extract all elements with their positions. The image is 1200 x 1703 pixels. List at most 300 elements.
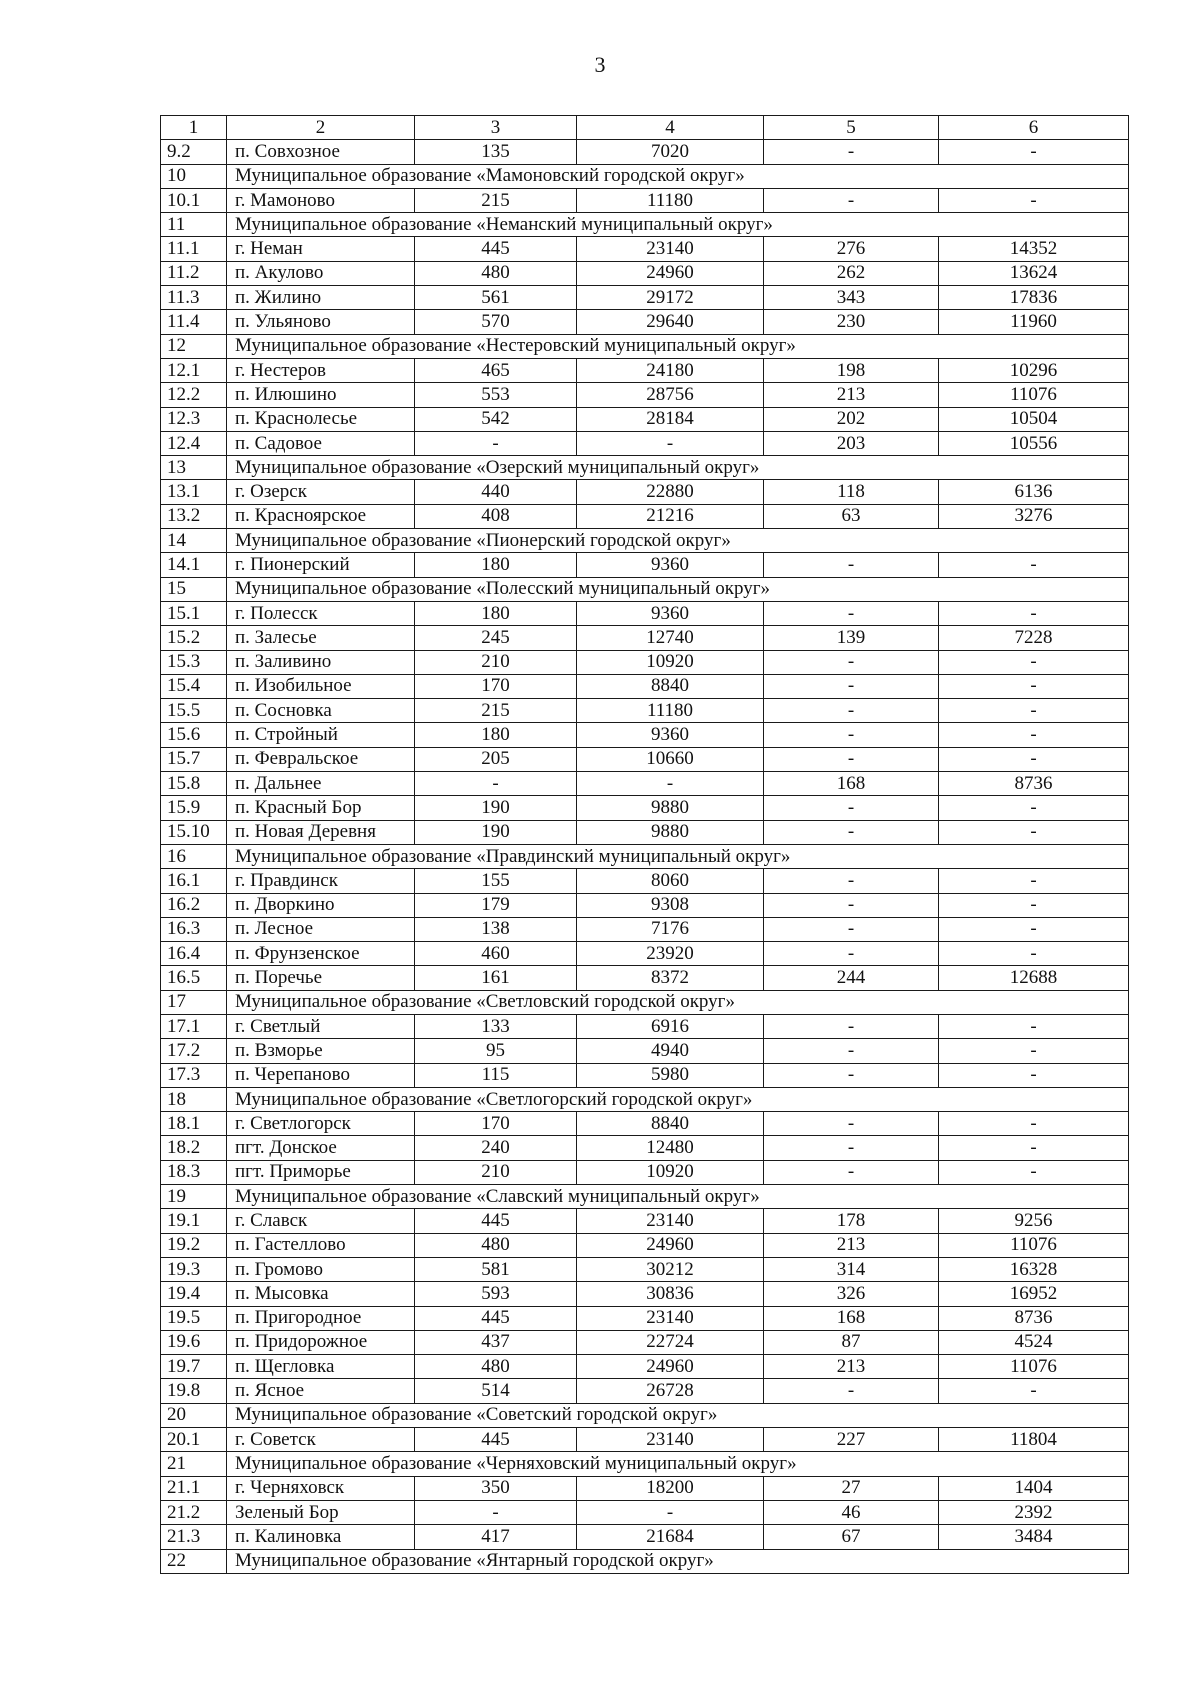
settlement-name: п. Сосновка [227, 699, 415, 723]
row-number: 15.2 [161, 626, 227, 650]
column-6-value: 16328 [939, 1257, 1129, 1281]
column-4-value: 23140 [577, 1209, 764, 1233]
column-5-value: 63 [764, 504, 939, 528]
row-number: 17.3 [161, 1063, 227, 1087]
settlement-name: п. Дальнее [227, 772, 415, 796]
row-number: 21 [161, 1452, 227, 1476]
table-row [161, 310, 1129, 334]
row-number: 15.3 [161, 650, 227, 674]
row-number: 17.2 [161, 1039, 227, 1063]
column-4-value: 9360 [577, 723, 764, 747]
column-3-value: 115 [415, 1063, 577, 1087]
column-5-value: 46 [764, 1500, 939, 1524]
column-6-value: - [939, 1136, 1129, 1160]
column-3-value: 437 [415, 1330, 577, 1354]
settlement-name: п. Февральское [227, 747, 415, 771]
row-number: 15 [161, 577, 227, 601]
column-6-value: - [939, 796, 1129, 820]
column-6-value: - [939, 1112, 1129, 1136]
row-number: 15.8 [161, 772, 227, 796]
column-header: 4 [577, 116, 764, 140]
table-row [161, 1209, 1129, 1233]
settlement-name: п. Красноярское [227, 504, 415, 528]
table-row [161, 723, 1129, 747]
settlement-name: Зеленый Бор [227, 1500, 415, 1524]
table-row [161, 1525, 1129, 1549]
row-number: 21.2 [161, 1500, 227, 1524]
column-5-value: 326 [764, 1282, 939, 1306]
column-6-value: - [939, 723, 1129, 747]
table-row [161, 674, 1129, 698]
column-6-value: - [939, 1160, 1129, 1184]
column-5-value: 262 [764, 261, 939, 285]
column-5-value: 213 [764, 383, 939, 407]
table-row [161, 1428, 1129, 1452]
column-4-value: 8060 [577, 869, 764, 893]
column-5-value: - [764, 893, 939, 917]
settlement-name: п. Садовое [227, 431, 415, 455]
settlement-name: п. Фрунзенское [227, 942, 415, 966]
column-4-value: 9360 [577, 601, 764, 625]
column-4-value: - [577, 1500, 764, 1524]
table-row [161, 869, 1129, 893]
column-3-value: 205 [415, 747, 577, 771]
table-row [161, 407, 1129, 431]
column-6-value: - [939, 1014, 1129, 1038]
column-4-value: 12740 [577, 626, 764, 650]
column-3-value: 553 [415, 383, 577, 407]
row-number: 10 [161, 164, 227, 188]
row-number: 9.2 [161, 140, 227, 164]
settlement-name: п. Краснолесье [227, 407, 415, 431]
column-5-value: - [764, 674, 939, 698]
settlement-name: п. Дворкино [227, 893, 415, 917]
table-row [161, 1306, 1129, 1330]
column-4-value: 12480 [577, 1136, 764, 1160]
column-4-value: 11180 [577, 188, 764, 212]
column-6-value: 1404 [939, 1476, 1129, 1500]
column-6-value: - [939, 674, 1129, 698]
column-4-value: 10920 [577, 650, 764, 674]
column-5-value: - [764, 1014, 939, 1038]
table-body [161, 116, 1129, 1574]
row-number: 19.7 [161, 1355, 227, 1379]
row-number: 12.3 [161, 407, 227, 431]
column-3-value: 514 [415, 1379, 577, 1403]
column-3-value: 445 [415, 237, 577, 261]
settlement-name: п. Изобильное [227, 674, 415, 698]
table-row [161, 966, 1129, 990]
table-row [161, 601, 1129, 625]
header-row [161, 116, 1129, 140]
section-title: Муниципальное образование «Правдинский муниципальный округ» [227, 844, 1129, 868]
section-row [161, 1452, 1129, 1476]
settlement-name: п. Лесное [227, 917, 415, 941]
column-5-value: - [764, 1039, 939, 1063]
settlement-name: г. Славск [227, 1209, 415, 1233]
column-4-value: 24960 [577, 1355, 764, 1379]
column-3-value: 190 [415, 796, 577, 820]
column-6-value: 10556 [939, 431, 1129, 455]
column-4-value: 28756 [577, 383, 764, 407]
column-6-value: - [939, 1063, 1129, 1087]
column-5-value: 118 [764, 480, 939, 504]
settlement-name: п. Гастеллово [227, 1233, 415, 1257]
column-6-value: 11076 [939, 1233, 1129, 1257]
column-3-value: 138 [415, 917, 577, 941]
table-row [161, 699, 1129, 723]
table-row [161, 917, 1129, 941]
column-4-value: 7176 [577, 917, 764, 941]
settlement-name: п. Ульяново [227, 310, 415, 334]
settlement-name: г. Полесск [227, 601, 415, 625]
column-5-value: - [764, 699, 939, 723]
row-number: 12.4 [161, 431, 227, 455]
column-6-value: 14352 [939, 237, 1129, 261]
table-row [161, 747, 1129, 771]
column-3-value: 542 [415, 407, 577, 431]
column-5-value: - [764, 1112, 939, 1136]
column-6-value: 13624 [939, 261, 1129, 285]
table-row [161, 237, 1129, 261]
column-6-value: - [939, 188, 1129, 212]
column-3-value: 215 [415, 699, 577, 723]
settlement-name: п. Ясное [227, 1379, 415, 1403]
column-3-value: 350 [415, 1476, 577, 1500]
column-6-value: - [939, 942, 1129, 966]
row-number: 19.2 [161, 1233, 227, 1257]
column-5-value: - [764, 1160, 939, 1184]
section-row [161, 577, 1129, 601]
column-5-value: 244 [764, 966, 939, 990]
settlement-name: г. Черняховск [227, 1476, 415, 1500]
column-4-value: 30836 [577, 1282, 764, 1306]
section-title: Муниципальное образование «Светлогорский городской округ» [227, 1087, 1129, 1111]
section-row [161, 1185, 1129, 1209]
table-row [161, 383, 1129, 407]
column-5-value: 213 [764, 1355, 939, 1379]
table-row [161, 188, 1129, 212]
table-row [161, 1330, 1129, 1354]
row-number: 18 [161, 1087, 227, 1111]
table-row [161, 1160, 1129, 1184]
table-row [161, 1063, 1129, 1087]
column-3-value: 408 [415, 504, 577, 528]
column-3-value: 161 [415, 966, 577, 990]
settlement-name: г. Правдинск [227, 869, 415, 893]
column-5-value: - [764, 140, 939, 164]
column-3-value: - [415, 1500, 577, 1524]
table-row [161, 1500, 1129, 1524]
column-3-value: 445 [415, 1428, 577, 1452]
section-row [161, 844, 1129, 868]
table-row [161, 1282, 1129, 1306]
table-row [161, 553, 1129, 577]
column-6-value: 3484 [939, 1525, 1129, 1549]
row-number: 19.8 [161, 1379, 227, 1403]
section-row [161, 456, 1129, 480]
column-6-value: 17836 [939, 286, 1129, 310]
table-row [161, 820, 1129, 844]
row-number: 12 [161, 334, 227, 358]
settlement-name: п. Красный Бор [227, 796, 415, 820]
column-4-value: 21216 [577, 504, 764, 528]
page-number: 3 [594, 52, 606, 77]
section-title: Муниципальное образование «Полесский муниципальный округ» [227, 577, 1129, 601]
column-4-value: 6916 [577, 1014, 764, 1038]
table-row [161, 431, 1129, 455]
column-4-value: 9360 [577, 553, 764, 577]
section-title: Муниципальное образование «Светловский городской округ» [227, 990, 1129, 1014]
settlement-name: п. Мысовка [227, 1282, 415, 1306]
section-row [161, 334, 1129, 358]
column-3-value: 215 [415, 188, 577, 212]
column-3-value: 180 [415, 723, 577, 747]
section-title: Муниципальное образование «Черняховский муниципальный округ» [227, 1452, 1129, 1476]
column-6-value: 3276 [939, 504, 1129, 528]
column-4-value: 24960 [577, 1233, 764, 1257]
column-4-value: 24180 [577, 358, 764, 382]
column-3-value: 210 [415, 1160, 577, 1184]
column-6-value: - [939, 699, 1129, 723]
section-row [161, 1087, 1129, 1111]
column-6-value: 11076 [939, 1355, 1129, 1379]
column-4-value: 21684 [577, 1525, 764, 1549]
row-number: 11.3 [161, 286, 227, 310]
settlement-name: п. Черепаново [227, 1063, 415, 1087]
row-number: 14.1 [161, 553, 227, 577]
section-title: Муниципальное образование «Советский городской округ» [227, 1403, 1129, 1427]
row-number: 12.2 [161, 383, 227, 407]
column-6-value: 2392 [939, 1500, 1129, 1524]
section-title: Муниципальное образование «Мамоновский городской округ» [227, 164, 1129, 188]
column-6-value: - [939, 140, 1129, 164]
column-5-value: - [764, 917, 939, 941]
row-number: 16.5 [161, 966, 227, 990]
column-3-value: 95 [415, 1039, 577, 1063]
settlement-name: п. Поречье [227, 966, 415, 990]
table-row [161, 504, 1129, 528]
column-5-value: - [764, 723, 939, 747]
column-4-value: 5980 [577, 1063, 764, 1087]
column-3-value: 445 [415, 1306, 577, 1330]
column-4-value: 9880 [577, 796, 764, 820]
row-number: 15.7 [161, 747, 227, 771]
row-number: 19.1 [161, 1209, 227, 1233]
column-3-value: 570 [415, 310, 577, 334]
column-5-value: 178 [764, 1209, 939, 1233]
table-row [161, 1233, 1129, 1257]
settlement-name: п. Придорожное [227, 1330, 415, 1354]
row-number: 13.2 [161, 504, 227, 528]
column-6-value: 11076 [939, 383, 1129, 407]
column-3-value: 180 [415, 601, 577, 625]
row-number: 15.6 [161, 723, 227, 747]
row-number: 11 [161, 213, 227, 237]
tariff-table [160, 115, 1129, 1574]
column-4-value: 10920 [577, 1160, 764, 1184]
settlement-name: г. Нестеров [227, 358, 415, 382]
settlement-name: г. Светлогорск [227, 1112, 415, 1136]
column-4-value: - [577, 772, 764, 796]
column-4-value: - [577, 431, 764, 455]
settlement-name: г. Озерск [227, 480, 415, 504]
column-5-value: 227 [764, 1428, 939, 1452]
settlement-name: г. Советск [227, 1428, 415, 1452]
table-row [161, 261, 1129, 285]
column-5-value: 343 [764, 286, 939, 310]
column-6-value: - [939, 1039, 1129, 1063]
table-row [161, 772, 1129, 796]
column-3-value: 170 [415, 674, 577, 698]
row-number: 11.4 [161, 310, 227, 334]
column-4-value: 8840 [577, 674, 764, 698]
row-number: 16 [161, 844, 227, 868]
row-number: 17.1 [161, 1014, 227, 1038]
column-4-value: 23140 [577, 1428, 764, 1452]
column-6-value: 11960 [939, 310, 1129, 334]
column-5-value: - [764, 942, 939, 966]
table-row [161, 626, 1129, 650]
column-6-value: 16952 [939, 1282, 1129, 1306]
column-3-value: 155 [415, 869, 577, 893]
column-header: 5 [764, 116, 939, 140]
section-title: Муниципальное образование «Пионерский городской округ» [227, 529, 1129, 553]
column-3-value: 210 [415, 650, 577, 674]
column-4-value: 22724 [577, 1330, 764, 1354]
column-4-value: 4940 [577, 1039, 764, 1063]
settlement-name: п. Акулово [227, 261, 415, 285]
column-3-value: 240 [415, 1136, 577, 1160]
row-number: 11.2 [161, 261, 227, 285]
column-3-value: 133 [415, 1014, 577, 1038]
column-3-value: 465 [415, 358, 577, 382]
settlement-name: п. Новая Деревня [227, 820, 415, 844]
column-3-value: 417 [415, 1525, 577, 1549]
row-number: 21.1 [161, 1476, 227, 1500]
section-title: Муниципальное образование «Славский муниципальный округ» [227, 1185, 1129, 1209]
section-row [161, 990, 1129, 1014]
column-4-value: 9880 [577, 820, 764, 844]
row-number: 16.3 [161, 917, 227, 941]
column-6-value: - [939, 553, 1129, 577]
column-6-value: 12688 [939, 966, 1129, 990]
row-number: 15.9 [161, 796, 227, 820]
row-number: 14 [161, 529, 227, 553]
table-row [161, 480, 1129, 504]
settlement-name: п. Щегловка [227, 1355, 415, 1379]
row-number: 22 [161, 1549, 227, 1573]
column-3-value: 180 [415, 553, 577, 577]
column-4-value: 22880 [577, 480, 764, 504]
settlement-name: пгт. Приморье [227, 1160, 415, 1184]
section-title: Муниципальное образование «Янтарный городской округ» [227, 1549, 1129, 1573]
column-6-value: - [939, 893, 1129, 917]
settlement-name: п. Заливино [227, 650, 415, 674]
column-6-value: - [939, 1379, 1129, 1403]
row-number: 18.3 [161, 1160, 227, 1184]
section-row [161, 529, 1129, 553]
column-5-value: 168 [764, 772, 939, 796]
row-number: 16.4 [161, 942, 227, 966]
table-row [161, 1014, 1129, 1038]
table-row [161, 942, 1129, 966]
column-5-value: 87 [764, 1330, 939, 1354]
table-row [161, 140, 1129, 164]
row-number: 12.1 [161, 358, 227, 382]
column-3-value: 440 [415, 480, 577, 504]
settlement-name: п. Илюшино [227, 383, 415, 407]
settlement-name: г. Неман [227, 237, 415, 261]
row-number: 20 [161, 1403, 227, 1427]
section-row [161, 1549, 1129, 1573]
row-number: 11.1 [161, 237, 227, 261]
column-6-value: 8736 [939, 772, 1129, 796]
column-3-value: 480 [415, 1233, 577, 1257]
column-6-value: - [939, 917, 1129, 941]
row-number: 15.4 [161, 674, 227, 698]
row-number: 21.3 [161, 1525, 227, 1549]
column-6-value: 7228 [939, 626, 1129, 650]
column-4-value: 26728 [577, 1379, 764, 1403]
column-header: 1 [161, 116, 227, 140]
column-6-value: - [939, 820, 1129, 844]
column-4-value: 11180 [577, 699, 764, 723]
column-5-value: 213 [764, 1233, 939, 1257]
column-3-value: 593 [415, 1282, 577, 1306]
column-3-value: 460 [415, 942, 577, 966]
column-5-value: 202 [764, 407, 939, 431]
section-row [161, 213, 1129, 237]
column-6-value: - [939, 869, 1129, 893]
table-row [161, 650, 1129, 674]
row-number: 16.1 [161, 869, 227, 893]
table-row [161, 796, 1129, 820]
column-4-value: 23920 [577, 942, 764, 966]
row-number: 13 [161, 456, 227, 480]
table-row [161, 1355, 1129, 1379]
column-6-value: 11804 [939, 1428, 1129, 1452]
section-row [161, 1403, 1129, 1427]
column-4-value: 18200 [577, 1476, 764, 1500]
table-row [161, 358, 1129, 382]
settlement-name: пгт. Донское [227, 1136, 415, 1160]
row-number: 15.5 [161, 699, 227, 723]
column-4-value: 28184 [577, 407, 764, 431]
column-3-value: 561 [415, 286, 577, 310]
section-title: Муниципальное образование «Озерский муниципальный округ» [227, 456, 1129, 480]
row-number: 19 [161, 1185, 227, 1209]
column-4-value: 29640 [577, 310, 764, 334]
column-5-value: - [764, 650, 939, 674]
table-row [161, 1112, 1129, 1136]
column-3-value: 135 [415, 140, 577, 164]
column-3-value: 245 [415, 626, 577, 650]
column-4-value: 7020 [577, 140, 764, 164]
column-5-value: - [764, 1136, 939, 1160]
column-5-value: 314 [764, 1257, 939, 1281]
column-5-value: 276 [764, 237, 939, 261]
row-number: 20.1 [161, 1428, 227, 1452]
settlement-name: п. Взморье [227, 1039, 415, 1063]
column-5-value: 27 [764, 1476, 939, 1500]
row-number: 19.3 [161, 1257, 227, 1281]
settlement-name: г. Мамоново [227, 188, 415, 212]
settlement-name: п. Жилино [227, 286, 415, 310]
row-number: 10.1 [161, 188, 227, 212]
column-3-value: 190 [415, 820, 577, 844]
section-title: Муниципальное образование «Нестеровский муниципальный округ» [227, 334, 1129, 358]
